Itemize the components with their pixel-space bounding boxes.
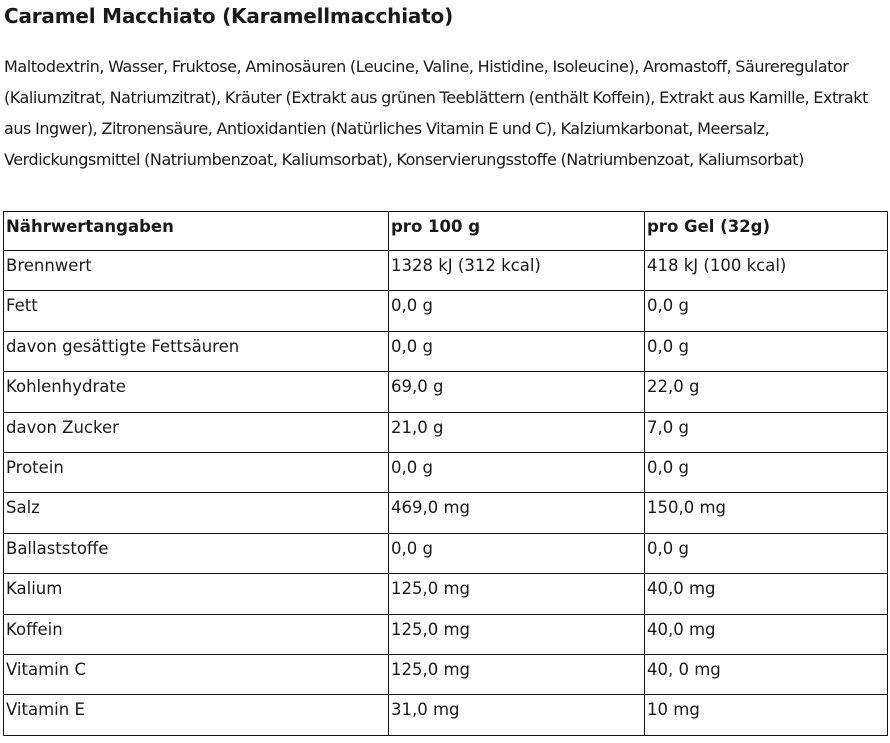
table-row <box>4 533 888 573</box>
nutrient-name: Salz <box>4 493 389 533</box>
nutrition-table <box>3 211 888 736</box>
nutrient-name: Vitamin C <box>4 654 389 694</box>
value-per-100g: 125,0 mg <box>389 614 645 654</box>
nutrient-name: Kalium <box>4 574 389 614</box>
value-per-gel: 0,0 g <box>645 452 888 492</box>
ingredients-text: Maltodextrin, Wasser, Fruktose, Aminosäuren (Leucine, Valine, Histidine, Isoleucine), Aromastoff, Säureregulator (Kaliumzitrat, Natriumzitrat), Kräuter (Extrakt aus grünen Teeblättern (enthält Koffein), Extrakt aus Kamille, Extrakt aus Ingwer), Zitronensäure, Antioxidantien (Natürliches Vitamin E und C), Kalziumkarbonat, Meersalz, Verdickungsmittel (Natriumbenzoat, Kaliumsorbat), Konservierungsstoffe (Natriumbenzoat, Kaliumsorbat) <box>4 57 868 169</box>
nutrient-name: davon Zucker <box>4 412 389 452</box>
table-row <box>4 452 888 492</box>
value-per-100g: 21,0 g <box>389 412 645 452</box>
product-title: Caramel Macchiato (Karamellmacchiato) <box>4 4 454 28</box>
nutrient-name: Kohlenhydrate <box>4 372 389 412</box>
table-row <box>4 695 888 735</box>
nutrient-name: davon gesättigte Fettsäuren <box>4 331 389 371</box>
nutrient-name: Koffein <box>4 614 389 654</box>
value-per-gel: 0,0 g <box>645 331 888 371</box>
value-per-gel: 10 mg <box>645 695 888 735</box>
table-row <box>4 291 888 331</box>
value-per-gel: 40, 0 mg <box>645 654 888 694</box>
nutrient-name: Fett <box>4 291 389 331</box>
table-header-row <box>4 212 888 251</box>
table-row <box>4 412 888 452</box>
value-per-100g: 69,0 g <box>389 372 645 412</box>
value-per-gel: 40,0 mg <box>645 614 888 654</box>
nutrient-name: Ballaststoffe <box>4 533 389 573</box>
header-per-gel: pro Gel (32g) <box>645 212 888 251</box>
value-per-gel: 150,0 mg <box>645 493 888 533</box>
header-nutrient: Nährwertangaben <box>4 212 389 251</box>
table-row <box>4 654 888 694</box>
nutrient-name: Brennwert <box>4 251 389 291</box>
value-per-100g: 125,0 mg <box>389 574 645 614</box>
value-per-100g: 0,0 g <box>389 291 645 331</box>
value-per-100g: 1328 kJ (312 kcal) <box>389 251 645 291</box>
table-row <box>4 372 888 412</box>
value-per-100g: 469,0 mg <box>389 493 645 533</box>
table-row <box>4 331 888 371</box>
value-per-100g: 0,0 g <box>389 452 645 492</box>
table-row <box>4 251 888 291</box>
table-row <box>4 574 888 614</box>
value-per-gel: 418 kJ (100 kcal) <box>645 251 888 291</box>
value-per-100g: 0,0 g <box>389 331 645 371</box>
value-per-100g: 0,0 g <box>389 533 645 573</box>
header-per-100g: pro 100 g <box>389 212 645 251</box>
value-per-gel: 22,0 g <box>645 372 888 412</box>
nutrient-name: Protein <box>4 452 389 492</box>
value-per-gel: 0,0 g <box>645 291 888 331</box>
value-per-100g: 31,0 mg <box>389 695 645 735</box>
table-row <box>4 493 888 533</box>
value-per-gel: 7,0 g <box>645 412 888 452</box>
value-per-100g: 125,0 mg <box>389 654 645 694</box>
value-per-gel: 0,0 g <box>645 533 888 573</box>
table-row <box>4 614 888 654</box>
nutrient-name: Vitamin E <box>4 695 389 735</box>
value-per-gel: 40,0 mg <box>645 574 888 614</box>
